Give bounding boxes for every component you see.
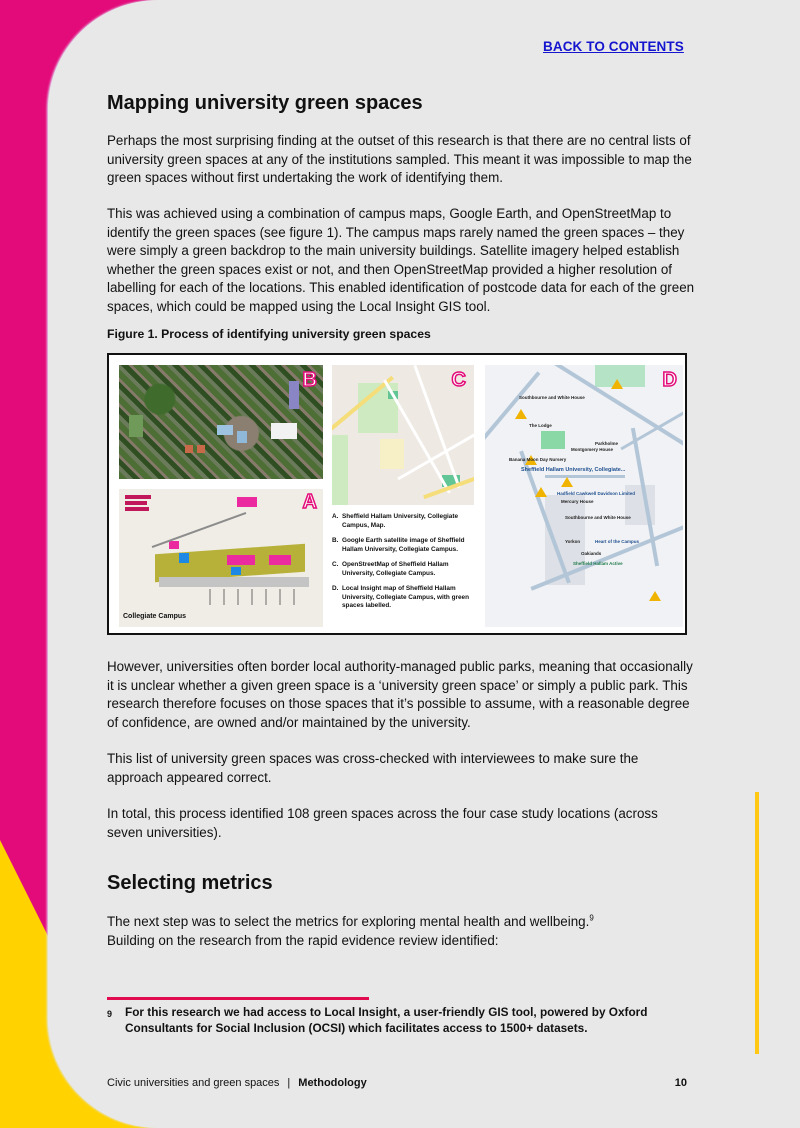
footnote (107, 1004, 697, 1036)
panel-letter-b: B (302, 369, 317, 391)
campus-map-title: Collegiate Campus (123, 613, 187, 620)
page-footer (107, 1077, 687, 1089)
paragraph: The next step was to select the metrics for exploring mental health and wellbeing.$^9$ Building on the research from the rapid evidence review identified: (107, 913, 594, 948)
paragraph: This was achieved using a combination of campus maps, Google Earth, and OpenStreetMap to identify the green spaces (see figure 1). The campus maps rarely named the green spaces – they were simply a green backdrop to the main university buildings. Satellite imagery helped establish whether the green spaces exist or not, and then OpenStreetMap provided a higher resolution of labelling for each of the locations. This enabled identification of postcode data for each of the green spaces, which could be mapped using the Local Insight GIS tool. (107, 206, 695, 314)
paragraph: Perhaps the most surprising finding at the outset of this research is that there are no central lists of university green spaces at any of the institutions sampled. This meant it was impossible to map the green spaces without first undertaking the work of identifying them. (107, 133, 692, 186)
paragraph: However, universities often border local authority-managed public parks, meaning that occasionally it is unclear whether a given green space is a ‘university green space’ or simply a public park. This research therefore focuses on those spaces that it’s possible to assume, with a reasonable degree of confidence, are owned and/or maintained by the university. (107, 659, 693, 730)
decorative-yellow-bar (755, 792, 759, 1054)
figure-legend (332, 513, 477, 618)
openstreetmap-panel (332, 365, 474, 505)
footer-doc-title: Civic universities and green spaces (107, 1077, 280, 1089)
legend-item: B. Google Earth satellite image of Sheffield Hallam University, Collegiate Campus. (332, 537, 465, 553)
legend-item: A. Sheffield Hallam University, Collegiate Campus, Map. (332, 513, 459, 529)
panel-letter-c: C (451, 369, 466, 391)
local-insight-map-panel: Southbourne and White House The Lodge Parkholme Montgomery House Banana Moon Day Nursery Sheffield Hallam University, Collegiate... Hadfield Cawkwell Davidson Limited Mercury House Southbourne and White House Yorkon Heart of the Campus Oakiands Sheffield Hallam Active D (485, 365, 683, 627)
figure-caption: Figure 1. Process of identifying university green spaces (107, 327, 431, 341)
page-number: 10 (674, 1077, 687, 1089)
section-heading-mapping: Mapping university green spaces (107, 92, 423, 114)
footer-section: Methodology (298, 1077, 367, 1089)
legend-item: C. OpenStreetMap of Sheffield Hallam University, Collegiate Campus. (332, 561, 449, 577)
panel-letter-d: D (662, 369, 677, 391)
footnote-divider (107, 997, 369, 1000)
figure-1 (107, 353, 687, 635)
footnote-number: 9 (107, 1009, 113, 1019)
campus-map-panel (119, 489, 323, 627)
paragraph: This list of university green spaces was cross-checked with interviewees to make sure the approach appeared correct. (107, 751, 639, 785)
footer-separator: | (287, 1077, 291, 1089)
footnote-text: For this research we had access to Local Insight, a user-friendly GIS tool, powered by Oxford Consultants for Social Inclusion (OCSI) which facilitates access to 1500+ datasets. (125, 1005, 648, 1035)
satellite-image-panel (119, 365, 323, 479)
back-to-contents-link[interactable]: BACK TO CONTENTS (543, 39, 684, 54)
footnote-ref[interactable]: 9 (589, 913, 594, 923)
paragraph: In total, this process identified 108 green spaces across the four case study locations (across seven universities). (107, 806, 658, 840)
legend-item: D. Local Insight map of Sheffield Hallam University, Collegiate Campus, with green spaces labelled. (332, 585, 470, 609)
panel-letter-a: A (302, 491, 317, 513)
section-heading-metrics: Selecting metrics (107, 872, 273, 894)
